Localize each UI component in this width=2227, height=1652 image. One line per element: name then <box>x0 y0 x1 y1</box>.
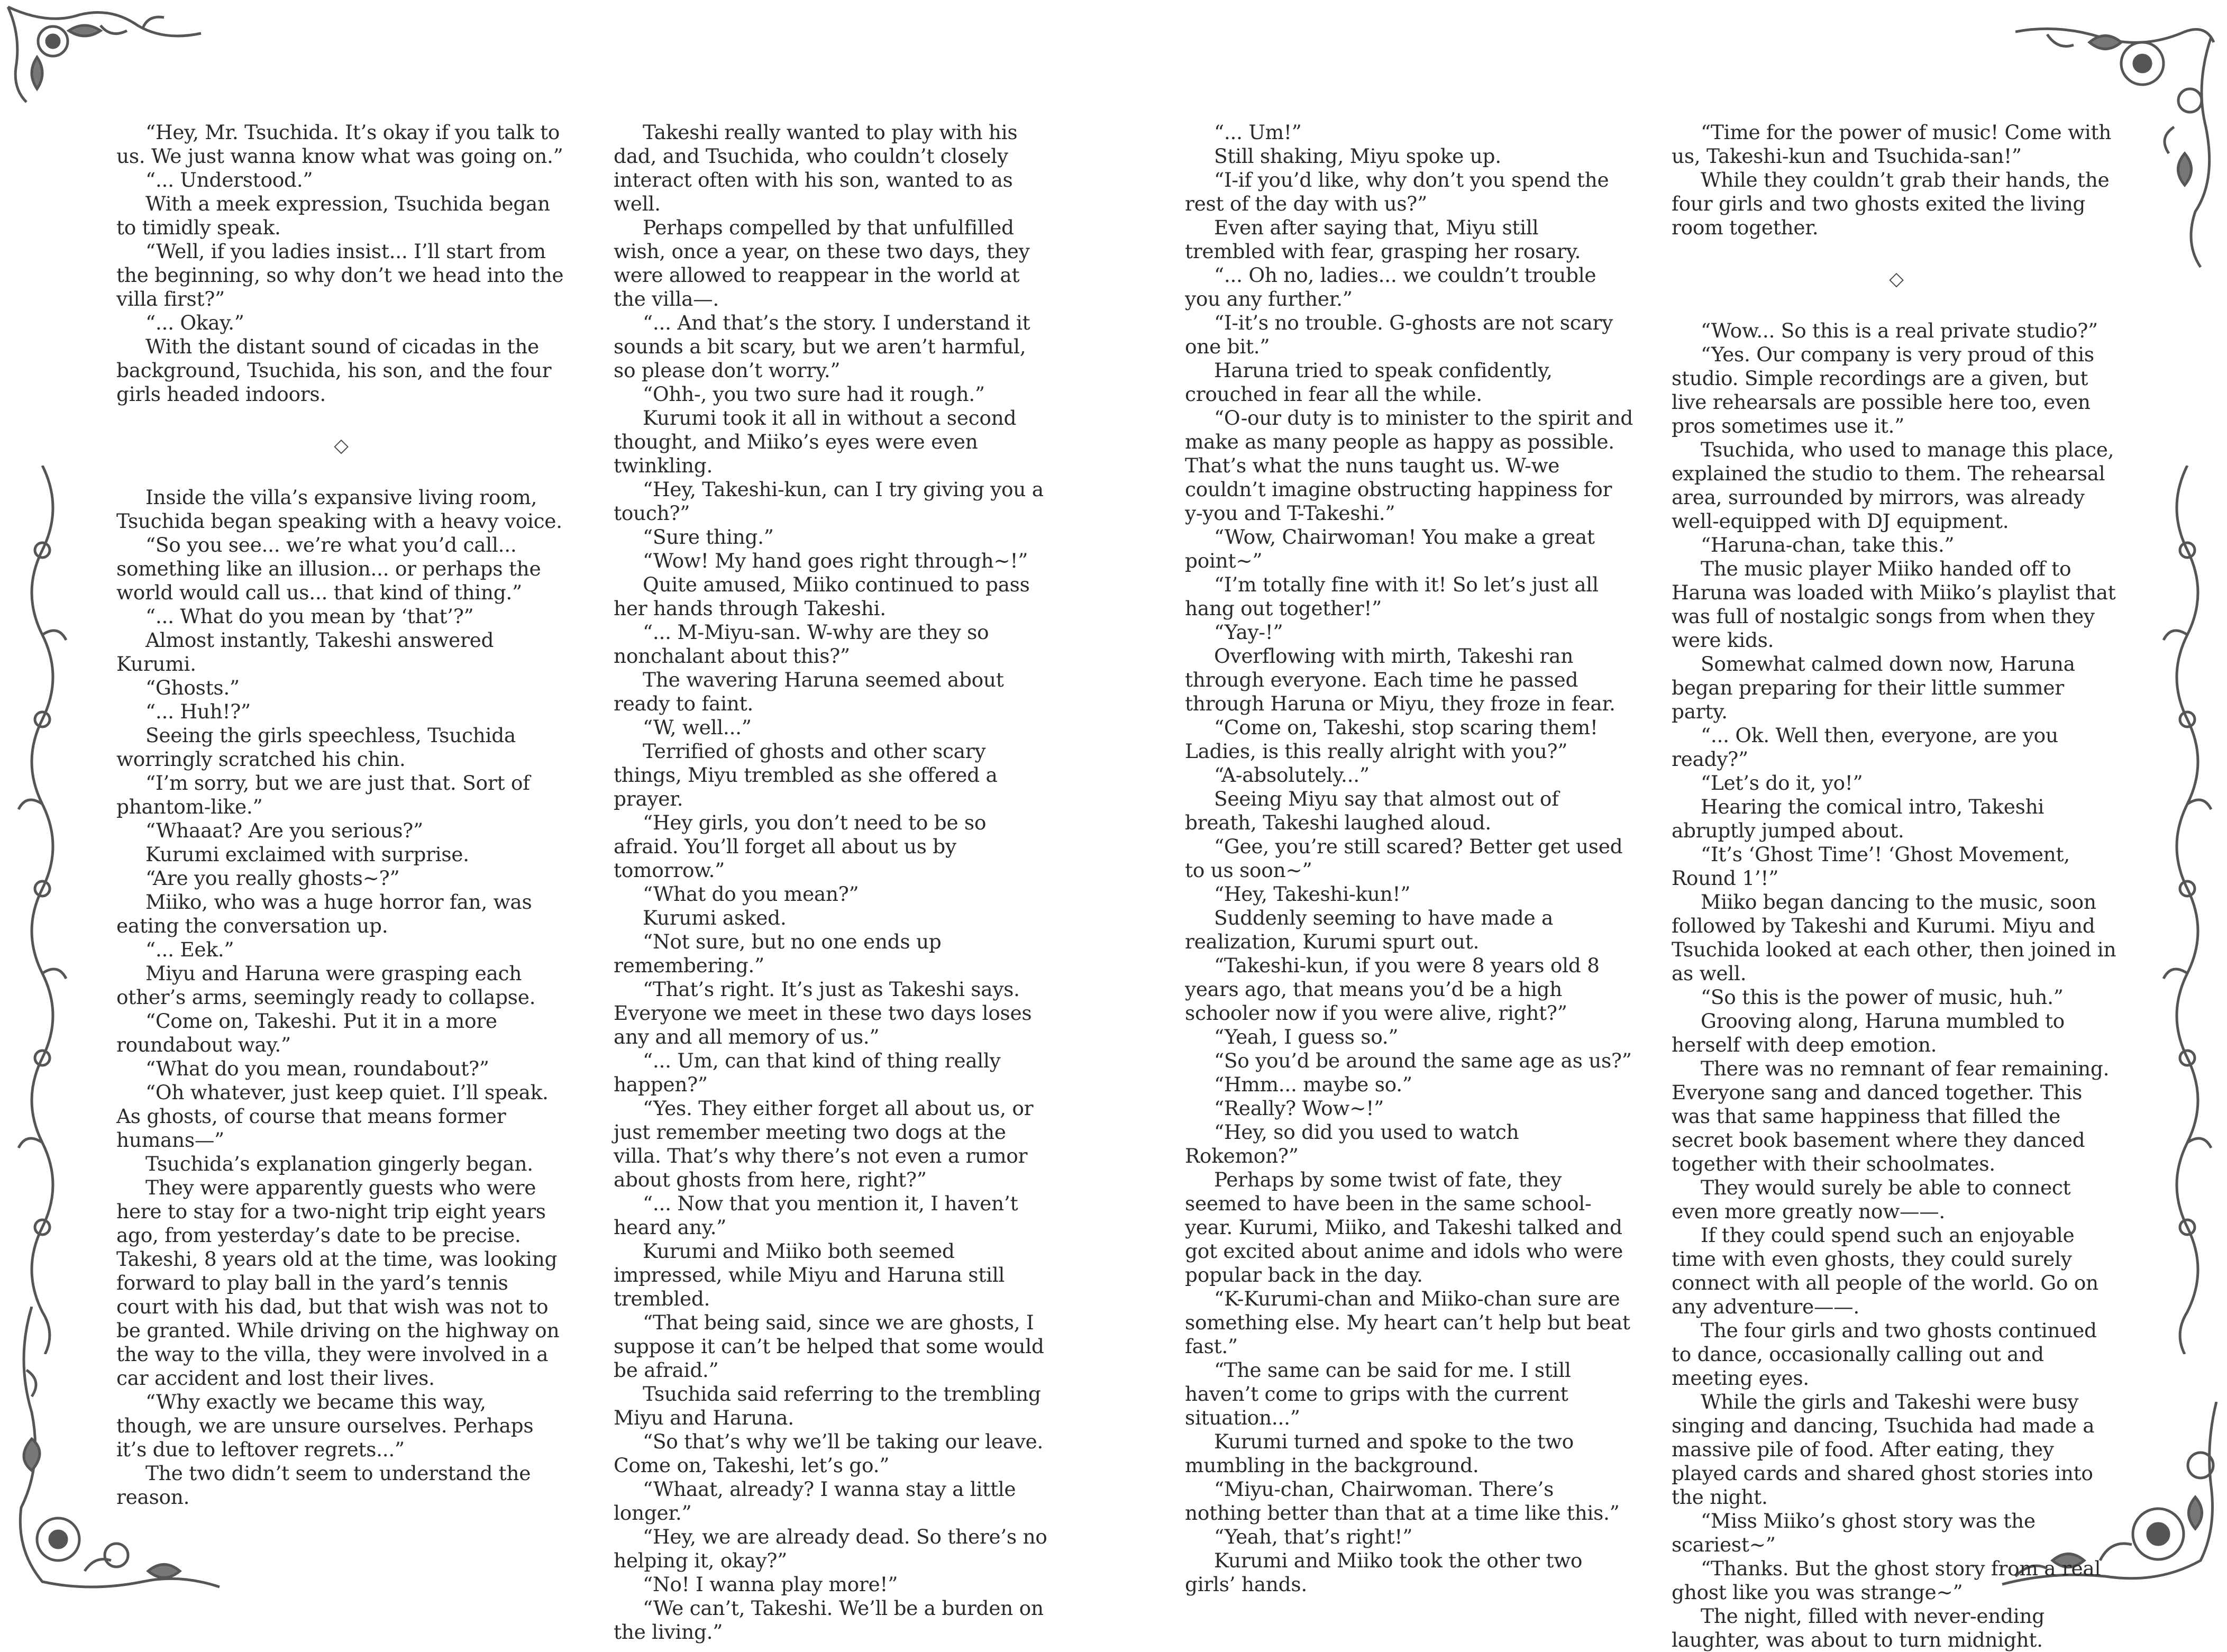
floral-vine-border-left <box>13 466 71 1354</box>
paragraph: “... Um, can that kind of thing really happen?” <box>614 1049 1001 1096</box>
paragraph: “Whaaat? Are you serious?” <box>145 819 423 842</box>
paragraph: “A-absolutely...” <box>1214 763 1370 787</box>
text-column-right-page-1 <box>1185 121 1635 1596</box>
paragraph: “K-Kurumi-chan and Miiko-chan sure are something else. My heart can’t help but beat fast.” <box>1185 1287 1630 1358</box>
paragraph: Overflowing with mirth, Takeshi ran through everyone. Each time he passed through Haruna or Miyu, they froze in fear. <box>1185 644 1616 715</box>
paragraph: “Takeshi-kun, if you were 8 years old 8 years ago, that means you’d be a high schooler now if you were alive, right?” <box>1185 954 1600 1025</box>
paragraph: “So you’d be around the same age as us?” <box>1214 1049 1632 1072</box>
paragraph: “... M-Miyu-san. W-why are they so nonchalant about this?” <box>614 620 989 668</box>
paragraph: “The same can be said for me. I still haven’t come to grips with the current situation...” <box>1185 1358 1571 1429</box>
paragraph: Kurumi exclaimed with surprise. <box>145 843 469 866</box>
paragraph: Kurumi and Miiko took the other two girls’ hands. <box>1185 1549 1583 1596</box>
paragraph: Kurumi asked. <box>643 906 787 929</box>
paragraph: “What do you mean?” <box>643 882 859 906</box>
paragraph: “Well, if you ladies insist... I’ll start from the beginning, so why don’t we head into the villa first?” <box>116 240 564 311</box>
paragraph: Tsuchida’s explanation gingerly began. <box>145 1152 533 1175</box>
paragraph: “Yeah, that’s right!” <box>1214 1525 1413 1548</box>
paragraph: Inside the villa’s expansive living room, Tsuchida began speaking with a heavy voice. <box>116 486 562 533</box>
paragraph: “So you see... we’re what you’d call... something like an illusion... or perhaps the world would call us... that kind of thing.” <box>116 533 541 604</box>
paragraph: With the distant sound of cicadas in the background, Tsuchida, his son, and the four girls headed indoors. <box>116 335 552 406</box>
paragraph: “Are you really ghosts~?” <box>145 866 400 890</box>
paragraph: “Hmm... maybe so.” <box>1214 1073 1412 1096</box>
paragraph: Still shaking, Miyu spoke up. <box>1214 144 1501 168</box>
floral-vine-border-right <box>2158 466 2216 1354</box>
paragraph: “... Now that you mention it, I haven’t heard any.” <box>614 1192 1018 1239</box>
paragraph: Tsuchida said referring to the trembling Miyu and Haruna. <box>614 1382 1041 1429</box>
paragraph: They were apparently guests who were here to stay for a two-night trip eight years ago, from yesterday’s date to be precise. Takeshi, 8 years old at the time, was looking forward to play ball in the yard’s tennis court with his dad, but that wish was not to be granted. While driving on the highway on the way to the villa, they were involved in a car accident and lost their lives. <box>116 1176 560 1390</box>
paragraph: “Time for the power of music! Come with us, Takeshi-kun and Tsuchida-san!” <box>1672 121 2112 168</box>
paragraph: While the girls and Takeshi were busy singing and dancing, Tsuchida had made a massive pile of food. After eating, they played cards and shared ghost stories into the night. <box>1672 1390 2095 1509</box>
paragraph: “Wow! My hand goes right through~!” <box>643 549 1028 572</box>
paragraph: The night, filled with never-ending laughter, was about to turn midnight. <box>1672 1604 2045 1651</box>
paragraph: Kurumi and Miiko both seemed impressed, while Miyu and Haruna still trembled. <box>614 1239 1005 1310</box>
paragraph: Miiko began dancing to the music, soon followed by Takeshi and Kurumi. Miyu and Tsuchida looked at each other, then joined in as well. <box>1672 890 2116 985</box>
paragraph: “Yes. They either forget all about us, or just remember meeting two dogs at the villa. That’s why there’s not even a rumor about ghosts from here, right?” <box>614 1097 1034 1191</box>
section-separator-diamond: ◇ <box>1889 268 1904 290</box>
paragraph: While they couldn’t grab their hands, the four girls and two ghosts exited the living room together. <box>1672 168 2110 239</box>
paragraph: Haruna tried to speak confidently, crouched in fear all the while. <box>1185 359 1553 406</box>
paragraph: “Hey, so did you used to watch Rokemon?” <box>1185 1120 1519 1167</box>
paragraph: “It’s ‘Ghost Time’! ‘Ghost Movement, Round 1’!” <box>1672 843 2070 890</box>
paragraph: Somewhat calmed down now, Haruna began preparing for their little summer party. <box>1672 652 2075 723</box>
paragraph: “... And that’s the story. I understand it sounds a bit scary, but we aren’t harmful, so please don’t worry.” <box>614 311 1030 382</box>
paragraph: “We can’t, Takeshi. We’ll be a burden on the living.” <box>614 1596 1044 1644</box>
paragraph: “Miss Miiko’s ghost story was the scariest~” <box>1672 1509 2036 1556</box>
paragraph: “So that’s why we’ll be taking our leave. Come on, Takeshi, let’s go.” <box>614 1430 1044 1477</box>
paragraph: Terrified of ghosts and other scary things, Miyu trembled as she offered a prayer. <box>614 740 998 810</box>
paragraph: With a meek expression, Tsuchida began to timidly speak. <box>116 192 550 239</box>
paragraph: “I’m sorry, but we are just that. Sort of phantom-like.” <box>116 771 530 818</box>
paragraph: “... Ok. Well then, everyone, are you ready?” <box>1672 724 2058 771</box>
paragraph: “Oh whatever, just keep quiet. I’ll speak. As ghosts, of course that means former humans—” <box>116 1081 549 1152</box>
paragraph: “Hey, Takeshi-kun!” <box>1214 882 1411 906</box>
paragraph: Quite amused, Miiko continued to pass her hands through Takeshi. <box>614 573 1030 620</box>
paragraph: “I-if you’d like, why don’t you spend the rest of the day with us?” <box>1185 168 1609 215</box>
paragraph: Tsuchida, who used to manage this place, explained the studio to them. The rehearsal area, surrounded by mirrors, was already well-equipped with DJ equipment. <box>1672 438 2114 533</box>
paragraph: Miiko, who was a huge horror fan, was eating the conversation up. <box>116 890 532 937</box>
paragraph: The two didn’t seem to understand the reason. <box>116 1462 531 1509</box>
paragraph: “What do you mean, roundabout?” <box>145 1057 489 1080</box>
paragraph: Takeshi really wanted to play with his dad, and Tsuchida, who couldn’t closely interact often with his son, wanted to as well. <box>614 121 1018 215</box>
paragraph: “Let’s do it, yo!” <box>1701 771 1863 795</box>
text-column-left-page-2 <box>614 121 1053 1644</box>
paragraph: “... Oh no, ladies... we couldn’t trouble you any further.” <box>1185 263 1596 311</box>
paragraph: “... Okay.” <box>145 311 244 334</box>
text-column-left-page-1 <box>116 121 566 1509</box>
paragraph: Almost instantly, Takeshi answered Kurumi. <box>116 628 494 676</box>
paragraph: “Haruna-chan, take this.” <box>1701 533 1955 556</box>
paragraph: “Hey, Mr. Tsuchida. It’s okay if you talk to us. We just wanna know what was going on.” <box>116 121 563 168</box>
paragraph: “Miyu-chan, Chairwoman. There’s nothing better than that at a time like this.” <box>1185 1477 1620 1525</box>
paragraph: “Not sure, but no one ends up remembering.” <box>614 930 942 977</box>
paragraph: “Yes. Our company is very proud of this studio. Simple recordings are a given, but live rehearsals are possible here too, even pros sometimes use it.” <box>1672 343 2094 437</box>
paragraph: “... Huh!?” <box>145 700 251 723</box>
paragraph: “W, well...” <box>643 716 752 739</box>
paragraph: “O-our duty is to minister to the spirit and make as many people as happy as possible. That’s what the nuns taught us. W-we couldn’t imagine obstructing happiness for y-you and T-Takeshi.” <box>1185 406 1633 525</box>
paragraph: They would surely be able to connect even more greatly now——. <box>1672 1176 2071 1223</box>
paragraph: “Wow... So this is a real private studio?” <box>1701 319 2098 342</box>
paragraph: “So this is the power of music, huh.” <box>1701 985 2064 1009</box>
paragraph: “Ohh-, you two sure had it rough.” <box>643 382 985 406</box>
paragraph: Suddenly seeming to have made a realization, Kurumi spurt out. <box>1185 906 1554 953</box>
paragraph: “Really? Wow~!” <box>1214 1097 1384 1120</box>
paragraph: “Sure thing.” <box>643 525 774 549</box>
paragraph: “That being said, since we are ghosts, I suppose it can’t be helped that some would be afraid.” <box>614 1311 1044 1382</box>
paragraph: Kurumi took it all in without a second thought, and Miiko’s eyes were even twinkling. <box>614 406 1017 477</box>
paragraph: “Whaat, already? I wanna stay a little longer.” <box>614 1477 1016 1525</box>
section-separator-diamond: ◇ <box>334 435 349 457</box>
paragraph: “Come on, Takeshi. Put it in a more roundabout way.” <box>116 1009 497 1056</box>
paragraph: “I’m totally fine with it! So let’s just all hang out together!” <box>1185 573 1599 620</box>
text-column-right-page-2 <box>1672 121 2121 1652</box>
paragraph: The music player Miiko handed off to Haruna was loaded with Miiko’s playlist that was full of nostalgic songs from when they were kids. <box>1672 557 2116 652</box>
paragraph: “Wow, Chairwoman! You make a great point~” <box>1185 525 1595 572</box>
paragraph: “... What do you mean by ‘that’?” <box>145 605 474 628</box>
paragraph: Seeing the girls speechless, Tsuchida worringly scratched his chin. <box>116 724 516 771</box>
paragraph: There was no remnant of fear remaining. Everyone sang and danced together. This was that same happiness that filled the secret book basement where they danced together with their schoolmates. <box>1672 1057 2110 1175</box>
paragraph: Miyu and Haruna were grasping each other’s arms, seemingly ready to collapse. <box>116 962 536 1009</box>
paragraph: “... Eek.” <box>145 938 234 961</box>
paragraph: “Gee, you’re still scared? Better get used to us soon~” <box>1185 835 1623 882</box>
paragraph: “... Um!” <box>1214 121 1302 144</box>
paragraph: The wavering Haruna seemed about ready to faint. <box>614 668 1004 715</box>
paragraph: “Hey, we are already dead. So there’s no helping it, okay?” <box>614 1525 1047 1572</box>
paragraph: “Yay-!” <box>1214 620 1283 644</box>
paragraph: Even after saying that, Miyu still trembled with fear, grasping her rosary. <box>1185 216 1581 263</box>
paragraph: The four girls and two ghosts continued to dance, occasionally calling out and meeting eyes. <box>1672 1319 2097 1390</box>
paragraph: “Hey girls, you don’t need to be so afraid. You’ll forget all about us by tomorrow.” <box>614 811 987 882</box>
paragraph: “Why exactly we became this way, though, we are unsure ourselves. Perhaps it’s due to leftover regrets...” <box>116 1390 534 1461</box>
paragraph: Seeing Miyu say that almost out of breath, Takeshi laughed aloud. <box>1185 787 1559 834</box>
floral-corner-ornament-top-left <box>5 4 206 105</box>
paragraph: Grooving along, Haruna mumbled to herself with deep emotion. <box>1672 1009 2065 1056</box>
paragraph: “That’s right. It’s just as Takeshi says. Everyone we meet in these two days loses any and all memory of us.” <box>614 978 1032 1048</box>
paragraph: “... Understood.” <box>145 168 313 191</box>
paragraph: Kurumi turned and spoke to the two mumbling in the background. <box>1185 1430 1574 1477</box>
paragraph: “Hey, Takeshi-kun, can I try giving you a touch?” <box>614 478 1044 525</box>
paragraph: “Come on, Takeshi, stop scaring them! Ladies, is this really alright with you?” <box>1185 716 1598 763</box>
paragraph: “Thanks. But the ghost story from a real ghost like you was strange~” <box>1672 1557 2101 1604</box>
paragraph: Perhaps compelled by that unfulfilled wish, once a year, on these two days, they were allowed to reappear in the world at the villa—. <box>614 216 1030 311</box>
paragraph: “Yeah, I guess so.” <box>1214 1025 1399 1048</box>
paragraph: Hearing the comical intro, Takeshi abruptly jumped about. <box>1672 795 2045 842</box>
paragraph: “Ghosts.” <box>145 676 240 699</box>
paragraph: “I-it’s no trouble. G-ghosts are not scary one bit.” <box>1185 311 1613 358</box>
paragraph: If they could spend such an enjoyable time with even ghosts, they could surely connect with all people of the world. Go on any adventure——. <box>1672 1224 2098 1318</box>
paragraph: “No! I wanna play more!” <box>643 1573 898 1596</box>
paragraph: Perhaps by some twist of fate, they seemed to have been in the same school-year. Kurumi, Miiko, and Takeshi talked and got excited about anime and idols who were popular back in the day. <box>1185 1168 1623 1286</box>
